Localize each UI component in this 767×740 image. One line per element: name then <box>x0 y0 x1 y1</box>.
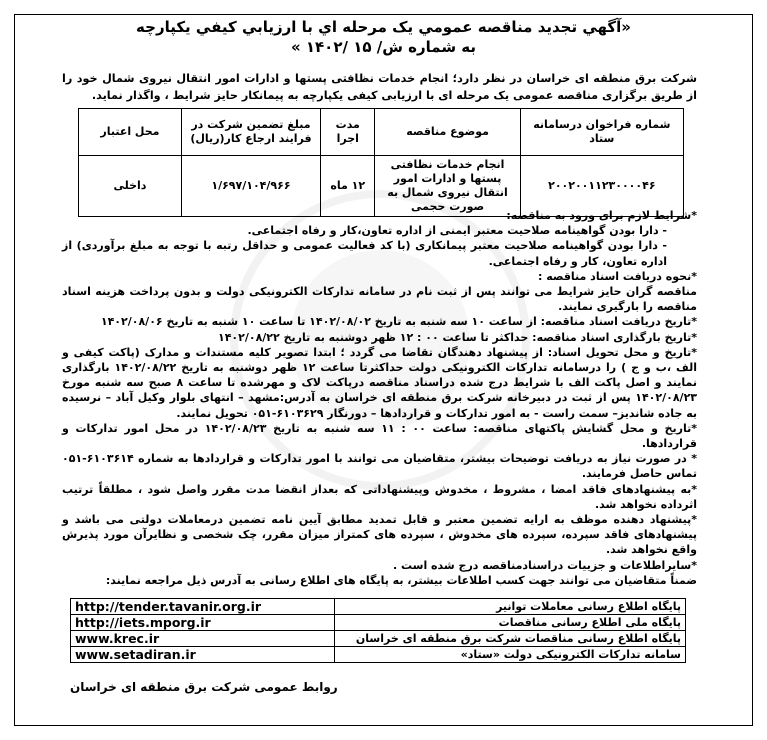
cell-guarantee: ۱/۶۹۷/۱۰۴/۹۶۶ <box>181 156 320 217</box>
intro-paragraph: شرکت برق منطقه ای خراسان در نظر دارد؛ انجام خدمات نظافتی پستها و ادارات امور انتقال نیروی شمال خود را از طریق برگزاری مناقصه عمومی یک مرحله ای با ارزیابی کیفی یکپارچه به پیمانکار حایز شرایط ، واگذار نماید. <box>62 72 697 102</box>
link-label: سامانه تدارکات الکترونیکی دولت «ستاد» <box>335 647 686 663</box>
cell-call-number: ۲۰۰۲۰۰۱۱۲۳۰۰۰۰۴۶ <box>520 156 683 217</box>
guarantee-note: *پیشنهاد دهنده موظف به ارایه تضمین معتبر و قابل تمدید مطابق آیین نامه تضمین درمعاملات دولتی می باشد و پیشنهادهای فاقد سپرده، سپرده های مخدوش ، سپرده های کمتراز میزان مقرر، چک شخصی و نظایرآن مورد پذیرش واقع نخواهد شد. <box>62 513 697 557</box>
header-subject: موضوع مناقصه <box>375 109 520 156</box>
list-item <box>71 631 686 647</box>
links-table <box>70 598 686 663</box>
delivery-text: *تاریخ و محل تحویل اسناد: از پیشنهاد دهندگان تقاضا می گردد ؛ ابتدا تصویر کلیه مستندات و مدارک (پاکت کیفی و الف ،ب و ج ) را درسامانه تدارکات الکترونیکی دولت حداکثرتا ساعت ۱۲ ظهر دوشنبه به تاریخ ۱۴۰۲/۰۸/۲۲ بارگذاری نمایند و اصل پاکت الف با شرایط درج شده دراسناد مناقصه درپاکت لاک و مهرشده تا ساعت ۸ صبح سه شنبه مورخ ۱۴۰۲/۰۸/۲۳ پس از ثبت در دبیرخانه شرکت برق منطقه ای خراسان به آدرس:مشهد – انتهای بلوار وکیل آباد – نرسیده به جاده شاندیز– سمت راست - به امور تدارکات و قراردادها – دورنگار ۶۱۰۳۶۲۹-۰۵۱ تحویل نمایند. <box>62 345 697 420</box>
header-credit: محل اعتبار <box>79 109 182 156</box>
conditions-title: *شرایط لازم برای ورود به مناقصه: <box>506 209 697 222</box>
list-item <box>71 599 686 615</box>
info-text: * در صورت نیاز به دریافت توضیحات بیشتر، متقاضیان می توانند با امور تدارکات و قراردادها به شماره ۶۱۰۳۶۱۴-۰۵۱ تماس حاصل فرمایند. <box>62 452 697 481</box>
cell-subject: انجام خدمات نظافتی پستها و ادارات امور انتقال نیروی شمال به صورت حجمی <box>375 156 520 217</box>
receive-date: *تاریخ دریافت اسناد مناقصه: از ساعت ۱۰ سه شنبه به تاریخ ۱۴۰۲/۰۸/۰۲ تا ساعت ۱۰ شنبه به تاریخ ۱۴۰۲/۰۸/۰۶ <box>100 315 697 329</box>
header-guarantee: مبلغ تضمین شرکت در فرایند ارجاع کار(ریال) <box>181 109 320 156</box>
link-url[interactable]: www.setadiran.ir <box>71 647 335 663</box>
link-label: پایگاه اطلاع رسانی معاملات توانیر <box>335 599 686 615</box>
header-duration: مدت اجرا <box>321 109 375 156</box>
link-label: پایگاه اطلاع رسانی مناقصات شرکت برق منطقه ای خراسان <box>335 631 686 647</box>
notice-title: «آگهي تجديد مناقصه عمومي يک مرحله اي با ارزيابي کيفي يکپارچه <box>136 18 631 36</box>
footer-signature: روابط عمومی شرکت برق منطقه ای خراسان <box>70 680 338 694</box>
condition-1: - دارا بودن گواهینامه صلاحیت معتبر ایمنی از اداره تعاون،کار و رفاه اجتماعی. <box>247 224 667 238</box>
condition-2: - دارا بودن گواهینامه صلاحیت معتبر پیمانکاری (با کد فعالیت عمومی و حداقل رتبه با توجه به مبلغ برآوردی) از اداره تعاون، کار و رفاه اجتماعی. <box>62 239 667 268</box>
opening-text: *تاریخ و محل گشایش پاکتهای مناقصه: ساعت ۰۰ : ۱۱ سه شنبه به تاریخ ۱۴۰۲/۰۸/۲۳ در محل امور تدارکات و قراردادها. <box>62 421 698 451</box>
header-call-number: شماره فراخوان درسامانه ستاد <box>520 109 683 156</box>
cell-duration: ۱۲ ماه <box>321 156 375 217</box>
receive-text: مناقصه گران حایز شرایط می توانند پس از ثبت نام در سامانه تدارکات الکترونیکی دولت و بدون پرداخت هزینه اسناد مناقصه را بارگیری نمایند. <box>62 285 697 314</box>
rejected-text: *به پیشنهادهای فاقد امضا ، مشروط ، مخدوش وپیشنهاداتی که بعداز انقضا مدت مقرر واصل شود ، مطلقاً ترتیب اثرداده نخواهد شد. <box>62 482 697 511</box>
link-url[interactable]: www.krec.ir <box>71 631 335 647</box>
other-info: *سایراطلاعات و جزییات دراسنادمناقصه درج شده است . <box>392 558 697 572</box>
link-url[interactable]: http://iets.mporg.ir <box>71 615 335 631</box>
notice-body <box>62 208 697 588</box>
tender-table <box>78 108 684 217</box>
list-item <box>71 615 686 631</box>
tender-table-header <box>79 109 684 156</box>
list-item <box>71 647 686 663</box>
links-intro: ضمناً متقاضیان می توانند جهت کسب اطلاعات بیشتر، به پایگاه های اطلاع رسانی به آدرس ذیل مراجعه نمایند: <box>105 573 697 587</box>
cell-credit: داخلی <box>79 156 182 217</box>
receive-title: *نحوه دریافت اسناد مناقصه : <box>537 269 697 283</box>
link-url[interactable]: http://tender.tavanir.org.ir <box>71 599 335 615</box>
link-label: پایگاه ملی اطلاع رسانی مناقصات <box>335 615 686 631</box>
notice-number: به شماره ش/ ۱۵ /۱۴۰۲ » <box>290 38 477 56</box>
upload-date: *تاریخ بارگذاری اسناد مناقصه: حداکثر تا ساعت ۰۰ : ۱۲ ظهر دوشنبه به تاریخ ۱۴۰۲/۰۸/۲۲ <box>217 330 697 344</box>
